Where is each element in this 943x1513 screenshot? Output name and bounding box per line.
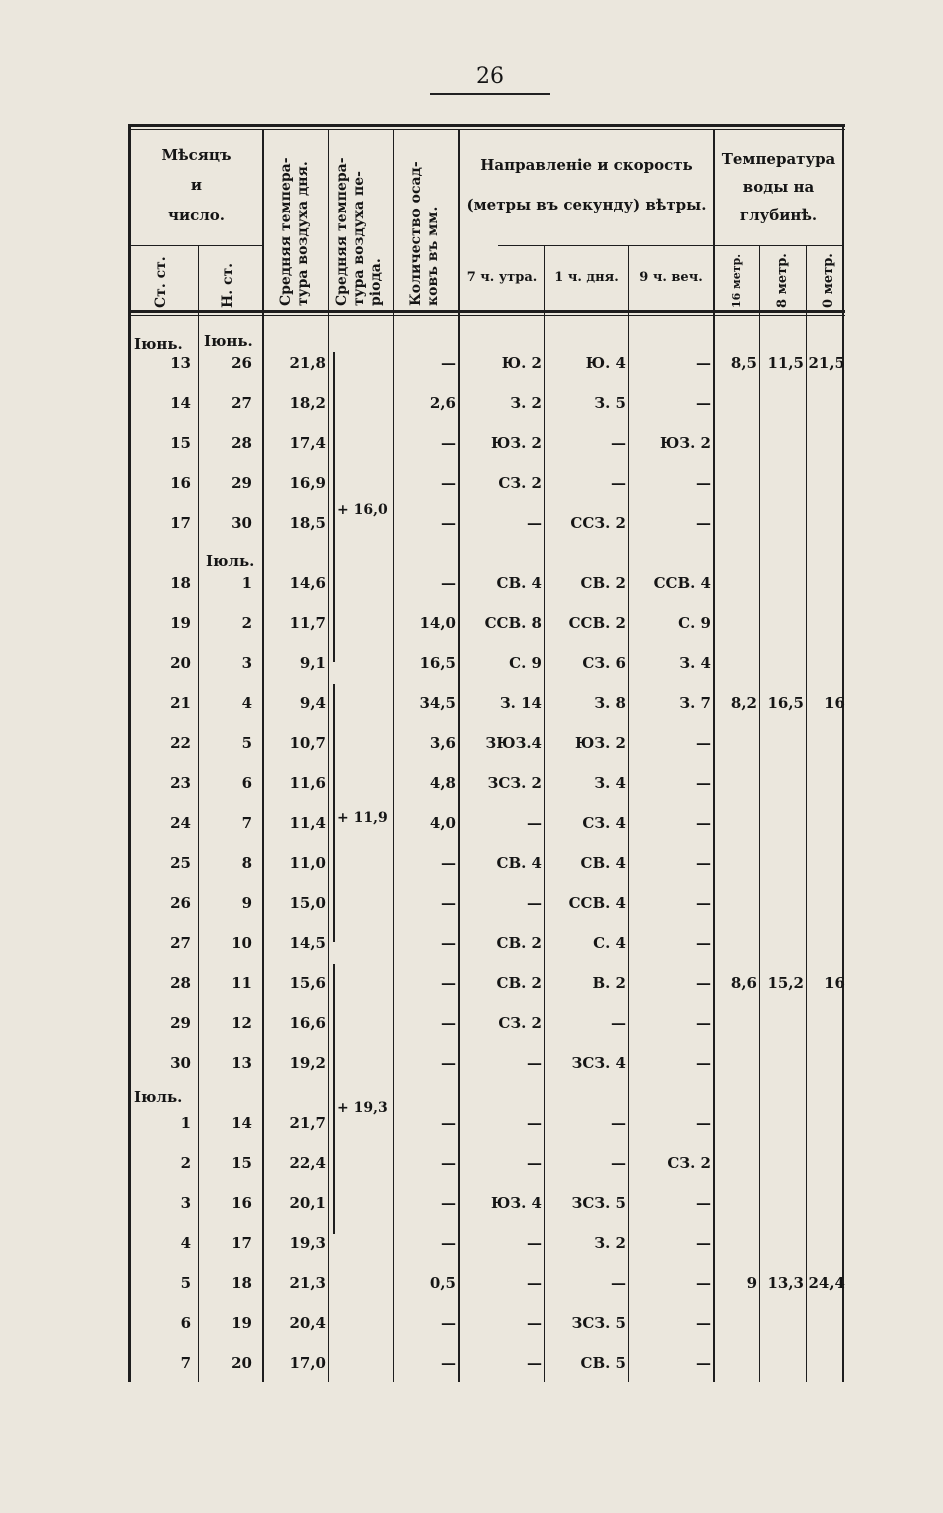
new-style-day: 13 [231, 1054, 252, 1072]
precipitation: — [441, 474, 456, 492]
depth-8-header: 8 метр. [775, 253, 790, 308]
precipitation: 4,8 [429, 774, 456, 792]
month-subheader-rule [128, 245, 262, 246]
wind-evening: З. 7 [679, 694, 711, 712]
precipitation-header: Количество осад- ковъ въ мм. [408, 161, 441, 306]
col-divider-5 [458, 130, 460, 1382]
wind-evening: ССВ. 4 [653, 574, 711, 592]
header-bottom-rule [128, 310, 845, 313]
wind-evening: — [696, 1014, 711, 1032]
old-style-day: 29 [170, 1014, 191, 1032]
mean-day-temp: 11,4 [289, 814, 326, 832]
new-style-day: 3 [241, 654, 252, 672]
wind-day: ЗСЗ. 5 [571, 1194, 626, 1212]
period-bracket-3 [333, 964, 335, 1234]
mean-day-temp: 15,6 [289, 974, 326, 992]
wind-day: СВ. 5 [580, 1354, 626, 1372]
precipitation: 14,0 [419, 614, 456, 632]
wind-morning: — [527, 1154, 542, 1172]
period-mean-1: + 16,0 [337, 502, 388, 518]
mean-day-temp: 14,6 [289, 574, 326, 592]
new-style-day: 10 [231, 934, 252, 952]
mean-day-temp: 18,5 [289, 514, 326, 532]
new-style-day: 5 [241, 734, 252, 752]
precipitation: 0,5 [429, 1274, 456, 1292]
mean-day-temp: 11,7 [289, 614, 326, 632]
old-style-day: 21 [170, 694, 191, 712]
mean-day-temp: 10,7 [289, 734, 326, 752]
wind-morning: — [527, 1114, 542, 1132]
wind-evening: — [696, 1234, 711, 1252]
water-temp-0m: 16 [824, 974, 845, 992]
new-style-day: 7 [241, 814, 252, 832]
wind-day: З. 8 [594, 694, 626, 712]
new-style-day: 16 [231, 1194, 252, 1212]
wind-evening: — [696, 894, 711, 912]
wind-evening: — [696, 1114, 711, 1132]
wind-title-line-2: (метры въ секунду) вѣтры. [466, 196, 707, 214]
old-style-day: 26 [170, 894, 191, 912]
wind-morning: ЗЮЗ.4 [485, 734, 542, 752]
table-top-rule-2 [128, 129, 845, 130]
precipitation: 34,5 [419, 694, 456, 712]
old-style-day: 16 [170, 474, 191, 492]
water-temp-8m: 15,2 [767, 974, 804, 992]
precipitation: — [441, 934, 456, 952]
wind-evening: — [696, 934, 711, 952]
old-style-header: Ст. ст. [153, 256, 169, 308]
wind-evening: — [696, 1194, 711, 1212]
wind-evening: — [696, 354, 711, 372]
old-style-day: 2 [180, 1154, 191, 1172]
wind-morning: ССВ. 8 [484, 614, 542, 632]
mean-day-temp: 21,7 [289, 1114, 326, 1132]
wind-morning: Ю. 2 [501, 354, 542, 372]
wind-evening: ЮЗ. 2 [659, 434, 711, 452]
wind-evening: С. 9 [678, 614, 711, 632]
water-temp-16m: 8,5 [730, 354, 757, 372]
mean-day-temp: 11,6 [289, 774, 326, 792]
wind-morning: — [527, 1354, 542, 1372]
wind-morning: — [527, 1274, 542, 1292]
precipitation: — [441, 854, 456, 872]
mean-day-temp: 21,3 [289, 1274, 326, 1292]
old-style-day: 18 [170, 574, 191, 592]
wind-evening: — [696, 1354, 711, 1372]
period-mean-3: + 19,3 [337, 1100, 388, 1116]
mean-day-temp: 22,4 [289, 1154, 326, 1172]
wind-day: — [611, 1114, 626, 1132]
wind-day: СЗ. 4 [582, 814, 626, 832]
wind-morning: СВ. 4 [496, 574, 542, 592]
old-style-day: 20 [170, 654, 191, 672]
mean-day-temp: 9,4 [299, 694, 326, 712]
wind-evening: — [696, 774, 711, 792]
wind-day: З. 2 [594, 1234, 626, 1252]
mean-day-temp: 20,1 [289, 1194, 326, 1212]
old-style-day: 28 [170, 974, 191, 992]
wind-evening: — [696, 1274, 711, 1292]
precipitation: — [441, 434, 456, 452]
mean-day-temp: 16,6 [289, 1014, 326, 1032]
wind-morning: — [527, 894, 542, 912]
wind-evening: — [696, 814, 711, 832]
new-style-day: 29 [231, 474, 252, 492]
wind-evening: — [696, 974, 711, 992]
july-label-old: Іюль. [134, 1088, 183, 1106]
mean-day-temp: 9,1 [299, 654, 326, 672]
wind-day: З. 5 [594, 394, 626, 412]
old-style-day: 14 [170, 394, 191, 412]
july-label-new: Іюль. [206, 552, 255, 570]
wind-day: — [611, 1274, 626, 1292]
old-style-day: 25 [170, 854, 191, 872]
new-style-day: 14 [231, 1114, 252, 1132]
wind-day: СВ. 4 [580, 854, 626, 872]
wind-day-header: 1 ч. дня. [554, 270, 619, 285]
precipitation: — [441, 894, 456, 912]
wind-morning: С. 9 [509, 654, 542, 672]
page-number-rule [430, 93, 550, 95]
old-style-day: 7 [180, 1354, 191, 1372]
precipitation: — [441, 1234, 456, 1252]
col-divider-10 [806, 246, 807, 1382]
new-style-day: 18 [231, 1274, 252, 1292]
col-divider-8 [713, 130, 715, 1382]
water-temp-16m: 8,6 [730, 974, 757, 992]
precipitation: — [441, 1054, 456, 1072]
period-mean-2: + 11,9 [337, 810, 388, 826]
mean-day-temp-header: Средняя темпера- тура воздуха дня. [278, 157, 311, 306]
mean-day-temp: 19,2 [289, 1054, 326, 1072]
wind-morning: СВ. 4 [496, 854, 542, 872]
month-day-header: Мѣсяцъ и число. [161, 146, 232, 224]
new-style-day: 1 [241, 574, 252, 592]
wind-morning: СЗ. 2 [498, 1014, 542, 1032]
precipitation: — [441, 1194, 456, 1212]
wind-evening: — [696, 854, 711, 872]
wind-day: З. 4 [594, 774, 626, 792]
wind-subheader-rule [498, 245, 713, 246]
wind-evening: СЗ. 2 [667, 1154, 711, 1172]
precipitation: 4,0 [429, 814, 456, 832]
mean-day-temp: 16,9 [289, 474, 326, 492]
new-style-day: 28 [231, 434, 252, 452]
period-bracket-1 [333, 352, 335, 662]
new-style-day: 27 [231, 394, 252, 412]
precipitation: — [441, 354, 456, 372]
weather-table [128, 124, 845, 1382]
new-style-day: 26 [231, 354, 252, 372]
water-subheader-rule [714, 245, 844, 246]
mean-day-temp: 18,2 [289, 394, 326, 412]
wind-morning: ЗСЗ. 2 [487, 774, 542, 792]
new-style-day: 20 [231, 1354, 252, 1372]
new-style-day: 30 [231, 514, 252, 532]
water-title-line-3: глубинѣ. [739, 206, 818, 224]
new-style-day: 19 [231, 1314, 252, 1332]
old-style-day: 1 [180, 1114, 191, 1132]
new-style-day: 11 [231, 974, 252, 992]
precipitation: — [441, 514, 456, 532]
precipitation: 2,6 [429, 394, 456, 412]
mean-day-temp: 17,4 [289, 434, 326, 452]
wind-title-line-1: Направленіе и скорость [480, 156, 693, 174]
old-style-day: 5 [180, 1274, 191, 1292]
old-style-day: 23 [170, 774, 191, 792]
wind-day: ЗСЗ. 5 [571, 1314, 626, 1332]
wind-morning-header: 7 ч. утра. [466, 270, 538, 285]
wind-day: ССВ. 4 [568, 894, 626, 912]
water-temp-16m: 8,2 [730, 694, 757, 712]
mean-day-temp: 11,0 [289, 854, 326, 872]
precipitation: — [441, 974, 456, 992]
old-style-day: 24 [170, 814, 191, 832]
depth-0-header: 0 метр. [821, 253, 836, 308]
wind-evening: — [696, 474, 711, 492]
june-label-new: Іюнь. [204, 332, 253, 350]
mean-period-temp-header: Средняя темпера- тура воздуха пе- ріода. [334, 157, 384, 306]
old-style-day: 22 [170, 734, 191, 752]
wind-day: ССВ. 2 [568, 614, 626, 632]
wind-evening-header: 9 ч. веч. [639, 270, 703, 285]
wind-morning: — [527, 1234, 542, 1252]
water-title-line-1: Температура [721, 150, 836, 168]
wind-day: СЗ. 6 [582, 654, 626, 672]
old-style-day: 13 [170, 354, 191, 372]
wind-morning: СВ. 2 [496, 974, 542, 992]
header-bottom-rule-2 [128, 315, 845, 316]
water-temp-8m: 16,5 [767, 694, 804, 712]
old-style-day: 15 [170, 434, 191, 452]
new-style-day: 17 [231, 1234, 252, 1252]
wind-day: — [611, 1014, 626, 1032]
precipitation: — [441, 1354, 456, 1372]
wind-day: ЮЗ. 2 [574, 734, 626, 752]
wind-morning: СВ. 2 [496, 934, 542, 952]
depth-16-header: 16 метр. [730, 253, 743, 308]
precipitation: — [441, 1314, 456, 1332]
mean-day-temp: 14,5 [289, 934, 326, 952]
water-temp-0m: 24,4 [808, 1274, 845, 1292]
wind-morning: — [527, 1314, 542, 1332]
new-style-day: 12 [231, 1014, 252, 1032]
wind-evening: — [696, 514, 711, 532]
water-temp-0m: 16 [824, 694, 845, 712]
mean-day-temp: 20,4 [289, 1314, 326, 1332]
period-bracket-2 [333, 684, 335, 942]
page-number: 26 [476, 64, 504, 89]
wind-evening: — [696, 1054, 711, 1072]
wind-evening: — [696, 734, 711, 752]
wind-morning: — [527, 514, 542, 532]
old-style-day: 27 [170, 934, 191, 952]
wind-morning: — [527, 1054, 542, 1072]
june-label-old: Іюнь. [134, 335, 183, 353]
new-style-day: 4 [241, 694, 252, 712]
old-style-day: 6 [180, 1314, 191, 1332]
old-style-day: 30 [170, 1054, 191, 1072]
precipitation: — [441, 574, 456, 592]
table-top-rule [128, 124, 845, 127]
wind-day: — [611, 474, 626, 492]
new-style-day: 15 [231, 1154, 252, 1172]
wind-day: ЗСЗ. 4 [571, 1054, 626, 1072]
wind-day: — [611, 434, 626, 452]
wind-evening: З. 4 [679, 654, 711, 672]
new-style-day: 9 [241, 894, 252, 912]
mean-day-temp: 19,3 [289, 1234, 326, 1252]
col-divider-9 [759, 246, 760, 1382]
wind-morning: ЮЗ. 2 [490, 434, 542, 452]
wind-day: Ю. 4 [585, 354, 626, 372]
col-divider-3 [328, 130, 329, 1382]
new-style-header: Н. ст. [220, 262, 236, 308]
wind-evening: — [696, 1314, 711, 1332]
old-style-day: 3 [180, 1194, 191, 1212]
new-style-day: 6 [241, 774, 252, 792]
old-style-day: 17 [170, 514, 191, 532]
wind-day: ССЗ. 2 [570, 514, 626, 532]
mean-day-temp: 15,0 [289, 894, 326, 912]
wind-day: В. 2 [592, 974, 626, 992]
water-title-line-2: воды на [742, 178, 815, 196]
water-temp-0m: 21,5 [808, 354, 845, 372]
precipitation: — [441, 1114, 456, 1132]
wind-day: С. 4 [593, 934, 626, 952]
wind-day: — [611, 1154, 626, 1172]
col-divider-1 [198, 246, 199, 1382]
precipitation: — [441, 1014, 456, 1032]
mean-day-temp: 17,0 [289, 1354, 326, 1372]
precipitation: — [441, 1154, 456, 1172]
mean-day-temp: 21,8 [289, 354, 326, 372]
wind-morning: — [527, 814, 542, 832]
precipitation: 3,6 [429, 734, 456, 752]
new-style-day: 8 [241, 854, 252, 872]
old-style-day: 4 [180, 1234, 191, 1252]
wind-morning: З. 2 [510, 394, 542, 412]
wind-evening: — [696, 394, 711, 412]
old-style-day: 19 [170, 614, 191, 632]
new-style-day: 2 [241, 614, 252, 632]
water-temp-8m: 13,3 [767, 1274, 804, 1292]
water-temp-8m: 11,5 [767, 354, 804, 372]
wind-morning: СЗ. 2 [498, 474, 542, 492]
wind-morning: З. 14 [499, 694, 542, 712]
wind-day: СВ. 2 [580, 574, 626, 592]
precipitation: 16,5 [419, 654, 456, 672]
water-temp-16m: 9 [746, 1274, 757, 1292]
wind-morning: ЮЗ. 4 [490, 1194, 542, 1212]
